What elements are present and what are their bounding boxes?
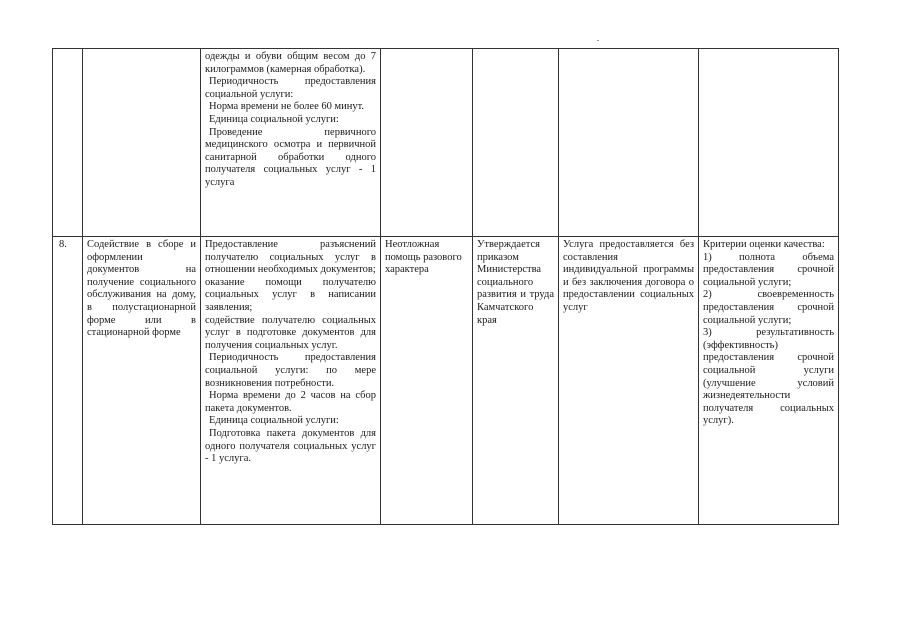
description-line: одежды и обуви общим весом до 7 килограммов (камерная обработка). [205, 51, 376, 75]
scan-artifact [597, 40, 599, 41]
row-number: 8. [53, 237, 83, 525]
service-standard [473, 49, 559, 237]
description-line: Единица социальной услуги: [209, 113, 339, 125]
description-line: Подготовка пакета документов для одного получателя социальных услуг - 1 услуга. [205, 427, 376, 465]
service-name: Содействие в сборе и оформлении документов на получение социального обслуживания на дому, в полустационарной форме или в стационарной форме [83, 237, 201, 525]
description-line: Периодичность предоставления социальной услуги: по мере возникновения потребности. [205, 352, 376, 389]
service-conditions [559, 49, 699, 237]
description-line: Единица социальной услуги: [209, 415, 339, 427]
service-standard: Утверждается приказом Министерства социального развития и труда Камчатского края [473, 237, 559, 525]
description-line: Норма времени до 2 часов на сбор пакета документов. [205, 390, 376, 414]
quality-line: 3) результативность (эффективность) предоставления срочной социальной услуги (улучшение условий жизнедеятельности получателя социальных услуг). [703, 327, 834, 427]
quality-criteria [699, 49, 839, 237]
service-conditions: Услуга предоставляется без составления индивидуальной программы и без заключения договора о предоставлении социальных услуг [559, 237, 699, 525]
table-row [53, 49, 839, 237]
description-line: Норма времени не более 60 минут. [209, 101, 365, 113]
description-line: Проведение первичного медицинского осмотра и первичной санитарной обработки одного получателя социальных услуг - 1 услуга [205, 126, 376, 188]
quality-criteria [699, 237, 839, 525]
quality-line: Критерии оценки качества: [703, 239, 825, 250]
row-number [53, 49, 83, 237]
description-line: оказание помощи получателю социальных услуг в написании заявления; [205, 276, 376, 313]
service-frequency [381, 49, 473, 237]
quality-line: 1) полнота объема предоставления срочной социальной услуги; [703, 251, 834, 288]
service-name [83, 49, 201, 237]
description-line: Предоставление разъяснений получателю социальных услуг в отношении необходимых документов; [205, 239, 376, 276]
service-frequency: Неотложная помощь разового характера [381, 237, 473, 525]
quality-line: 2) своевременность предоставления срочной социальной услуги; [703, 289, 834, 326]
description-line: Периодичность предоставления социальной услуги: [205, 76, 376, 100]
service-description [201, 237, 381, 525]
services-table [52, 48, 839, 525]
table-row [53, 237, 839, 525]
service-description [201, 49, 381, 237]
description-line: содействие получателю социальных услуг в подготовке документов для получения социальных услуг. [205, 314, 376, 351]
